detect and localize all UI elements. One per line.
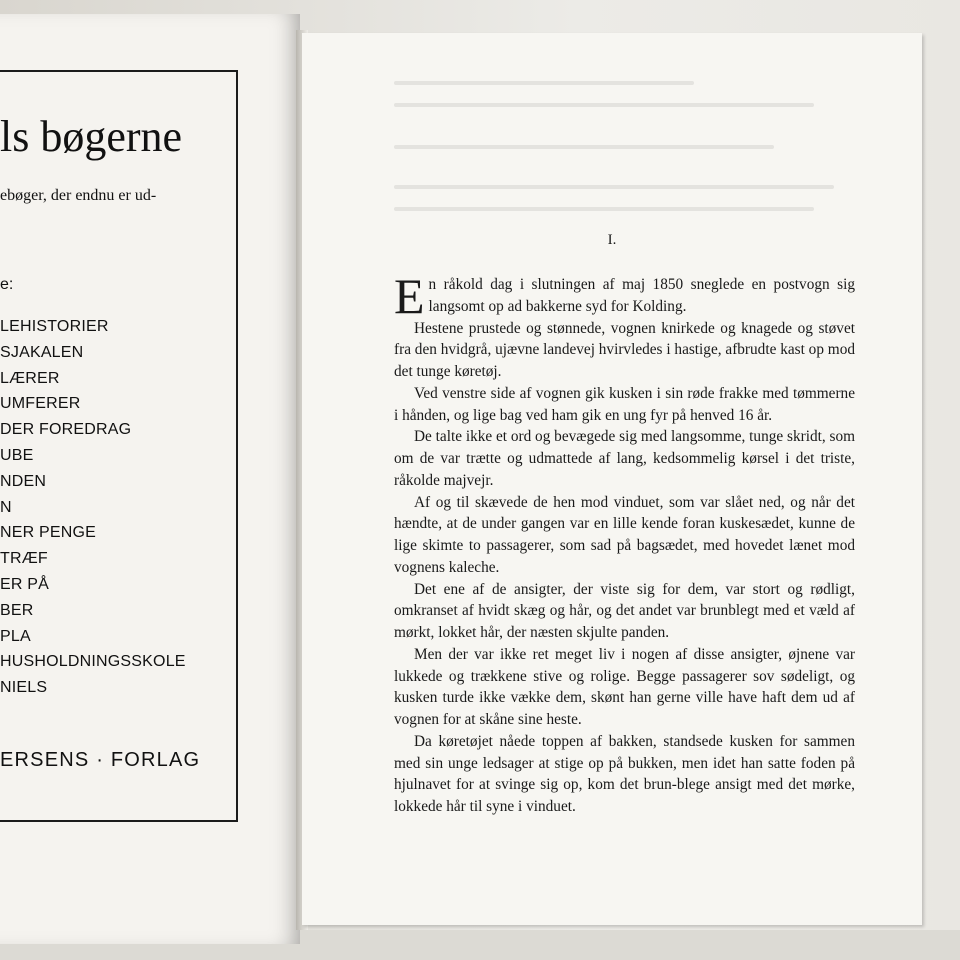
list-item: PLA bbox=[0, 627, 31, 645]
right-page bbox=[302, 33, 922, 925]
show-through-text bbox=[394, 103, 814, 107]
show-through-text bbox=[394, 185, 834, 189]
list-item: SJAKALEN bbox=[0, 343, 84, 361]
list-item: LÆRER bbox=[0, 369, 60, 387]
show-through-text bbox=[394, 81, 694, 85]
list-item: NER PENGE bbox=[0, 524, 97, 542]
list-item: HUSHOLDNINGSSKOLE bbox=[0, 653, 186, 671]
list-item: N bbox=[0, 498, 12, 516]
list-item: UMFERER bbox=[0, 395, 81, 413]
list-item: UBE bbox=[0, 446, 34, 464]
list-item: NIELS bbox=[0, 679, 48, 697]
paragraph: Det ene af de ansigter, der viste sig for dem, var stort og rødligt, omkranset af hvidt skæg og hår, og det andet var brunblegt med et væld af mørkt, lokket hår, der næsten skjulte panden. bbox=[394, 580, 855, 641]
list-item: LEHISTORIER bbox=[0, 318, 109, 335]
body-text bbox=[394, 268, 855, 818]
left-page-title: ls bøgerne bbox=[0, 112, 183, 161]
left-page-list-intro: e: bbox=[0, 276, 14, 293]
chapter-number: I. bbox=[607, 232, 617, 248]
list-item: ER PÅ bbox=[0, 575, 50, 593]
paragraph: De talte ikke et ord og bevægede sig med langsomme, tunge skridt, som om de var trætte og udmattede af lang, kedsommelig kørsel i det triste, råkolde majvejr. bbox=[394, 428, 855, 489]
left-page-subtitle: ebøger, der endnu er ud- bbox=[0, 187, 157, 204]
paragraph: Ved venstre side af vognen gik kusken i sin røde frakke med tømmerne i hånden, og lige bag ved ham gik en ung fyr på henved 16 år. bbox=[394, 384, 855, 424]
list-item: TRÆF bbox=[0, 550, 48, 568]
paragraph: Hestene prustede og stønnede, vognen knirkede og knagede og støvet fra den hvidgrå, ujævne landevej hvirvledes i hastige, afbrudte kast op mod det tunge køretøj. bbox=[394, 319, 855, 380]
left-page bbox=[0, 14, 300, 944]
list-item: DER FOREDRAG bbox=[0, 421, 132, 439]
list-item: BER bbox=[0, 601, 34, 619]
drop-cap: E bbox=[394, 268, 425, 324]
book-title-list bbox=[0, 314, 240, 701]
show-through-text bbox=[394, 207, 814, 211]
paragraph: Da køretøjet nåede toppen af bakken, standsede kusken for sammen med sin unge ledsager at stige op på bukken, men idet han satte foden på hjulnavet for at svinge sig op, kom det brun-blege ansigt med det mørke, lokkede hår til syne i vinduet. bbox=[394, 732, 855, 815]
paragraph-text: n råkold dag i slutningen af maj 1850 sneglede en postvogn sig langsomt op ad bakkerne syd for Kolding. bbox=[428, 276, 855, 315]
show-through-text bbox=[394, 145, 774, 149]
paragraph: Af og til skævede de hen mod vinduet, som var slået ned, og når det hændte, at de under gangen var en lille kende foran kuskesædet, kunne de lige skimte to passagerer, som sad på bagsædet, med hovedet lænet mod vognens kaleche. bbox=[394, 493, 855, 576]
paragraph: Men der var ikke ret meget liv i nogen af disse ansigter, øjnene var lukkede og trækkene stive og rolige. Begge passagerer sov sødeligt, og kusken turde ikke vække dem, skønt han gerne ville have haft dem ud af vognen for at skåne sine heste. bbox=[394, 645, 855, 728]
publisher-name: ERSENS · FORLAG bbox=[0, 749, 201, 771]
paragraph bbox=[394, 268, 855, 324]
list-item: NDEN bbox=[0, 472, 47, 490]
